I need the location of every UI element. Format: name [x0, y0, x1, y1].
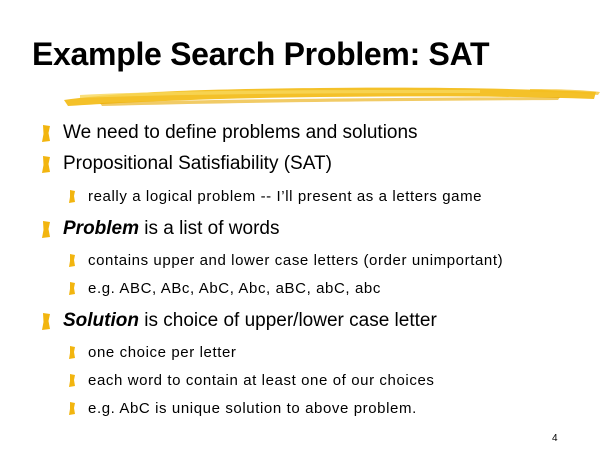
bullet-marker-icon [42, 125, 50, 142]
bullet-text: is choice of upper/lower case letter [138, 310, 437, 331]
bullet-emphasis: Problem [63, 218, 140, 239]
sub-bullet-text: one choice per letter [88, 343, 237, 361]
sub-bullet-item [69, 369, 435, 391]
sub-bullet-item [69, 185, 482, 207]
bullet-text: is a list of words [139, 218, 280, 239]
sub-bullet-marker-icon [69, 254, 75, 267]
sub-bullet-text: e.g. AbC is unique solution to above problem. [88, 399, 417, 417]
sub-bullet-text: each word to contain at least one of our choices [88, 371, 435, 389]
sub-bullet-item [69, 249, 503, 271]
slide-title: Example Search Problem: SAT [32, 36, 490, 72]
bullet-item [42, 216, 279, 242]
sub-bullet-item [69, 277, 381, 299]
sub-bullet-item [69, 397, 417, 419]
sub-bullet-text: contains upper and lower case letters (order unimportant) [88, 251, 504, 269]
sub-bullet-item [69, 341, 237, 363]
bullet-item [42, 120, 418, 146]
sub-bullet-marker-icon [69, 282, 75, 295]
bullet-emphasis: Solution [63, 310, 139, 331]
bullet-text: We need to define problems and solutions [63, 122, 418, 143]
bullet-text: Propositional Satisfiability (SAT) [63, 153, 332, 174]
sub-bullet-text: e.g. ABC, ABc, AbC, Abc, aBC, abC, abc [88, 279, 381, 297]
bullet-item [42, 308, 437, 334]
sub-bullet-marker-icon [69, 374, 75, 387]
page-number: 4 [552, 433, 558, 444]
sub-bullet-marker-icon [69, 190, 75, 203]
bullet-marker-icon [42, 156, 50, 173]
bullet-marker-icon [42, 313, 50, 330]
sub-bullet-marker-icon [69, 402, 75, 415]
bullet-marker-icon [42, 221, 50, 238]
yellow-brush-underline [60, 80, 600, 112]
sub-bullet-marker-icon [69, 346, 75, 359]
sub-bullet-text: really a logical problem -- I’ll present as a letters game [88, 187, 483, 205]
bullet-item [42, 151, 332, 177]
